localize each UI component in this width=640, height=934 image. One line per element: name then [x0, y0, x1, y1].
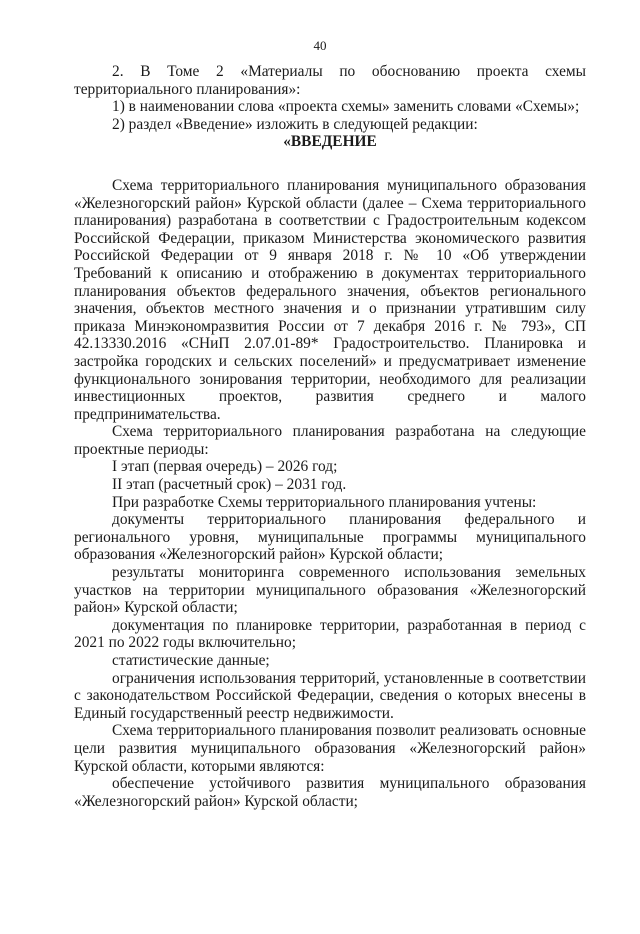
- list-item-restrictions: ограничения использования территорий, установленные в соответствии с законодательством Российской Федерации, сведения о которых внесены в Единый государственный реестр недвижимости.: [74, 669, 586, 722]
- paragraph-amendment-intro: 2. В Томе 2 «Материалы по обоснованию проекта схемы территориального планирования»:: [74, 63, 586, 98]
- list-item-planning-documentation: документация по планировке территории, разработанная в период с 2021 по 2022 годы включительно;: [74, 616, 586, 652]
- list-item-sustainable-development: обеспечение устойчивого развития муниципального образования «Железногорский район» Курской области;: [74, 775, 586, 810]
- list-item-planning-documents: документы территориального планирования федерального и регионального уровня, муниципальные программы муниципального образования «Железногорский район» Курской области;: [74, 511, 586, 564]
- page-number: 40: [313, 38, 327, 53]
- paragraph-stage-1: I этап (первая очередь) – 2026 год;: [112, 458, 338, 476]
- paragraph-considered-intro: При разработке Схемы территориального планирования учтены:: [112, 493, 537, 511]
- document-body: [74, 63, 586, 810]
- paragraph-stage-2: II этап (расчетный срок) – 2031 год.: [112, 476, 347, 494]
- list-item-statistics: статистические данные;: [112, 652, 270, 669]
- paragraph-development-goals: Схема территориального планирования позволит реализовать основные цели развития муниципального образования «Железногорский район» Курской области, которыми являются:: [74, 722, 586, 775]
- paragraph-scheme-basis: Схема территориального планирования муниципального образования «Железногорский район» Курской области (далее – Схема территориального планирования) разработана в соответствии с Градостроительным кодексом Российской Федерации, приказом Министерства экономического развития Российской Федерации от 9 января 2018 г. № 10 «Об утверждении Требований к описанию и отображению в документах территориального планирования объектов федерального значения, объектов регионального значения, объектов местного значения и о признании утратившим силу приказа Минэкономразвития России от 7 декабря 2016 г. № 793», СП 42.13330.2016 «СНиП 2.07.01-89* Градостроительство. Планировка и застройка городских и сельских поселений» и предусматривает изменение функционального зонирования территории, необходимого для реализации инвестиционных проектов, развития среднего и малого предпринимательства.: [74, 176, 586, 423]
- list-item-monitoring-results: результаты мониторинга современного использования земельных участков на территории муниципального образования «Железногорский район» Курской области;: [74, 564, 586, 617]
- section-heading: «ВВЕДЕНИЕ: [283, 133, 377, 151]
- paragraph-project-periods: Схема территориального планирования разработана на следующие проектные периоды:: [74, 423, 586, 458]
- paragraph-amendment-item-2: 2) раздел «Введение» изложить в следующей редакции:: [112, 115, 478, 133]
- paragraph-amendment-item-1: 1) в наименовании слова «проекта схемы» заменить словами «Схемы»;: [112, 98, 580, 116]
